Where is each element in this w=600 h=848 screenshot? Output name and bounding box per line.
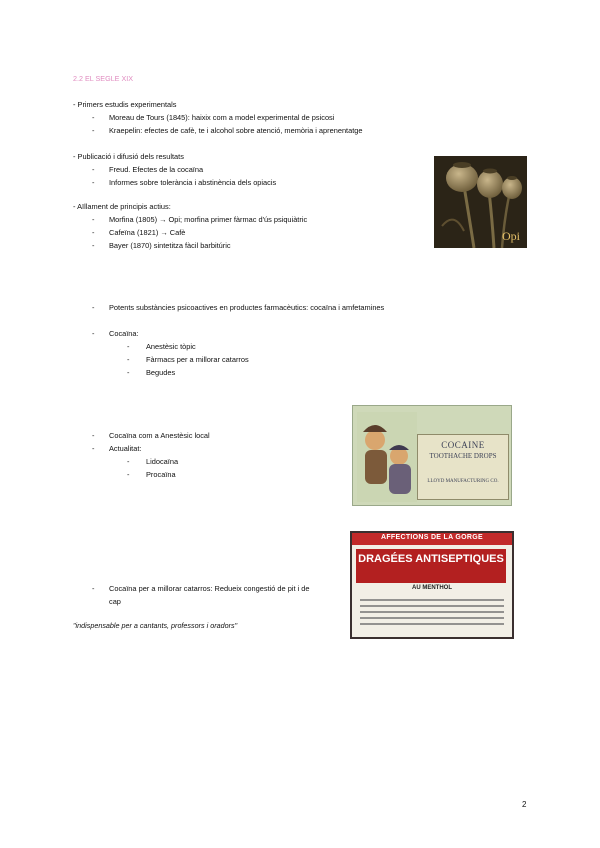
list-item-continuation: cap xyxy=(109,597,121,606)
section-title: 2.2 EL SEGLE XIX xyxy=(73,74,134,83)
sub-list-item: Fàrmacs per a millorar catarros xyxy=(146,355,249,364)
cocaine-toothache-drops-ad-image xyxy=(352,405,512,506)
ad-label-panel xyxy=(417,434,509,500)
group-heading: - Primers estudis experimentals xyxy=(73,100,177,109)
ad-band-text: AFFECTIONS DE LA GORGE xyxy=(380,534,483,541)
bullet-dash: - xyxy=(127,470,130,479)
bullet-dash: - xyxy=(127,355,130,364)
list-item: Freud. Efectes de la cocaïna xyxy=(109,165,204,174)
bullet-dash: - xyxy=(92,165,95,174)
group-heading: - Aïllament de principis actius: xyxy=(73,202,171,211)
bullet-dash: - xyxy=(92,178,95,187)
ad-manufacturer: LLOYD MANUFACTURING CO. xyxy=(427,479,499,484)
bullet-dash: - xyxy=(92,228,95,237)
ad-top-band xyxy=(352,533,512,545)
bullet-dash: - xyxy=(127,368,130,377)
list-item: Bayer (1870) sintetitza fàcil barbitúric xyxy=(109,241,231,250)
bullet-dash: - xyxy=(92,303,95,312)
list-item: Cocaïna: xyxy=(109,329,139,338)
list-item: Cafeïna (1821) → Cafè xyxy=(109,228,186,237)
sub-list-item: Begudes xyxy=(146,368,176,377)
list-item: Cocaïna per a millorar catarros: Redueix congestió de pit i de xyxy=(109,584,310,593)
children-illustration-icon xyxy=(357,412,417,502)
quote-text: "indispensable per a cantants, professors i oradors" xyxy=(73,621,238,630)
bullet-dash: - xyxy=(92,215,95,224)
list-item: Moreau de Tours (1845): haixix com a model experimental de psicosi xyxy=(109,113,335,122)
group-heading: - Publicació i difusió dels resultats xyxy=(73,152,184,161)
ad-main-block xyxy=(356,549,506,583)
bullet-dash: - xyxy=(127,457,130,466)
list-item: Actualitat: xyxy=(109,444,142,453)
ad-fine-print xyxy=(360,595,504,635)
bullet-dash: - xyxy=(92,584,95,593)
bullet-dash: - xyxy=(92,126,95,135)
sub-list-item: Lidocaïna xyxy=(146,457,179,466)
list-item: Informes sobre tolerància i abstinència dels opiacis xyxy=(109,178,277,187)
ad-title: COCAINE xyxy=(441,440,485,450)
ad-subtitle: TOOTHACHE DROPS xyxy=(429,452,497,460)
page-number: 2 xyxy=(522,800,527,809)
sub-list-item: Procaïna xyxy=(146,470,176,479)
list-item: Morfina (1805) → Opi; morfina primer fàrmac d'ús psiquiàtric xyxy=(109,215,308,224)
bullet-dash: - xyxy=(92,241,95,250)
ad-main-text: DRAGÉES ANTISEPTIQUES xyxy=(358,553,504,565)
opium-poppy-image xyxy=(434,156,527,248)
bullet-dash: - xyxy=(92,329,95,338)
list-item: Kraepelin: efectes de cafè, te i alcohol sobre atenció, memòria i aprenentatge xyxy=(109,126,363,135)
bullet-dash: - xyxy=(127,342,130,351)
bullet-dash: - xyxy=(92,113,95,122)
opium-label: Opi xyxy=(502,229,520,243)
ad-sub-text: AU MENTHOL xyxy=(412,585,452,591)
dragees-antiseptiques-ad-image xyxy=(350,531,514,639)
list-item: Potents substàncies psicoactives en productes farmacèutics: cocaïna i amfetamines xyxy=(109,303,385,312)
sub-list-item: Anestèsic tòpic xyxy=(146,342,196,351)
bullet-dash: - xyxy=(92,444,95,453)
list-item: Cocaïna com a Anestèsic local xyxy=(109,431,210,440)
bullet-dash: - xyxy=(92,431,95,440)
